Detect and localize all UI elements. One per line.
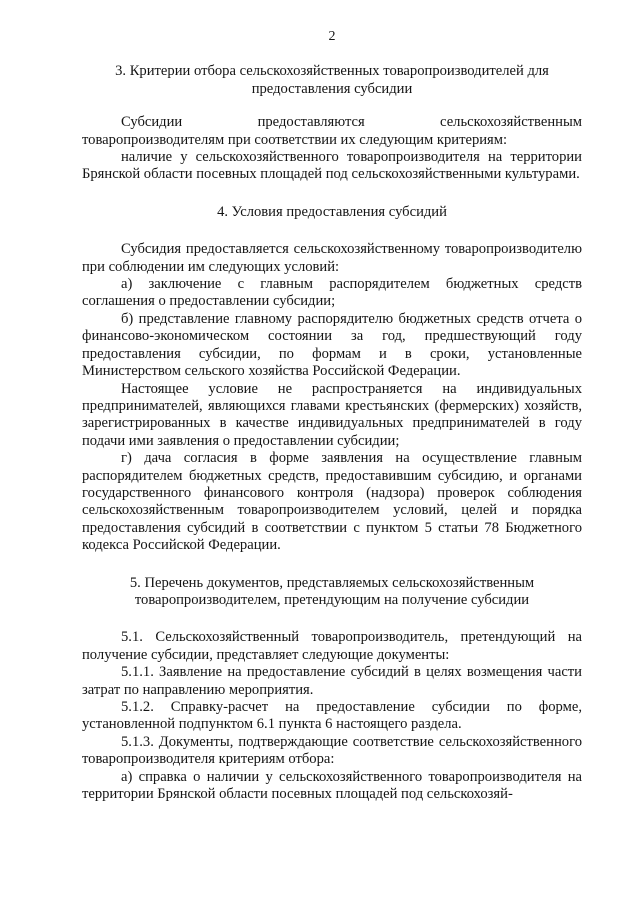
section-5-paragraph: а) справка о наличии у сельскохозяйственного товаропроизводителя на территории Брянской области посевных площадей под сельскохозяй- <box>82 768 582 803</box>
page-number: 2 <box>328 29 336 44</box>
section-5-heading: 5. Перечень документов, представляемых сельскохозяйственным товаропроизводителем, претендующим на получение субсидии <box>129 574 535 608</box>
section-5-paragraph: 5.1.2. Справку-расчет на предоставление субсидии по форме, установленной подпунктом 6.1 пункта 6 настоящего раздела. <box>82 699 582 733</box>
section-4-paragraph: б) представление главному распорядителю бюджетных средств отчета о финансово-экономическом состоянии за год, предшествующий году предоставления субсидии, по формам и в сроки, установленные Министерством сельского хозяйства Российской Федерации. <box>82 310 582 380</box>
section-5-paragraph: 5.1. Сельскохозяйственный товаропроизводитель, претендующий на получение субсидии, представляет следующие документы: <box>82 629 582 663</box>
section-5-paragraph: 5.1.1. Заявление на предоставление субсидий в целях возмещения части затрат по направлению мероприятия. <box>82 664 582 698</box>
section-4-heading: 4. Условия предоставления субсидий <box>217 203 447 220</box>
section-3-heading: 3. Критерии отбора сельскохозяйственных товаропроизводителей для предоставления субсидии <box>115 63 549 97</box>
section-4-paragraph: Настоящее условие не распространяется на индивидуальных предпринимателей, являющихся главами крестьянских (фермерских) хозяйств, зарегистрированных в качестве индивидуальных предпринимателей в году подачи ими заявления о предоставлении субсидии; <box>82 380 582 449</box>
section-4-paragraph: а) заключение с главным распорядителем бюджетных средств соглашения о предоставлении субсидии; <box>82 276 582 310</box>
section-5-paragraph: 5.1.3. Документы, подтверждающие соответствие сельскохозяйственного товаропроизводителя критериям отбора: <box>82 733 582 768</box>
section-4-paragraph: г) дача согласия в форме заявления на осуществление главным распорядителем бюджетных средств, предоставившим субсидию, и органами государственного финансового контроля (надзора) проверок соблюдения сельскохозяйственным товаропроизводителем условий, целей и порядка предоставления субсидий в соответствии с пунктом 5 статьи 78 Бюджетного кодекса Российской Федерации. <box>82 450 582 554</box>
section-4-paragraph: Субсидия предоставляется сельскохозяйственному товаропроизводителю при соблюдении им следующих условий: <box>82 241 582 275</box>
section-3-paragraph: наличие у сельскохозяйственного товаропроизводителя на территории Брянской области посевных площадей под сельскохозяйственными культурами. <box>82 149 582 183</box>
section-3-paragraph: Субсидии предоставляются сельскохозяйственным товаропроизводителям при соответствии их следующим критериям: <box>82 114 582 148</box>
document-page <box>82 28 582 803</box>
